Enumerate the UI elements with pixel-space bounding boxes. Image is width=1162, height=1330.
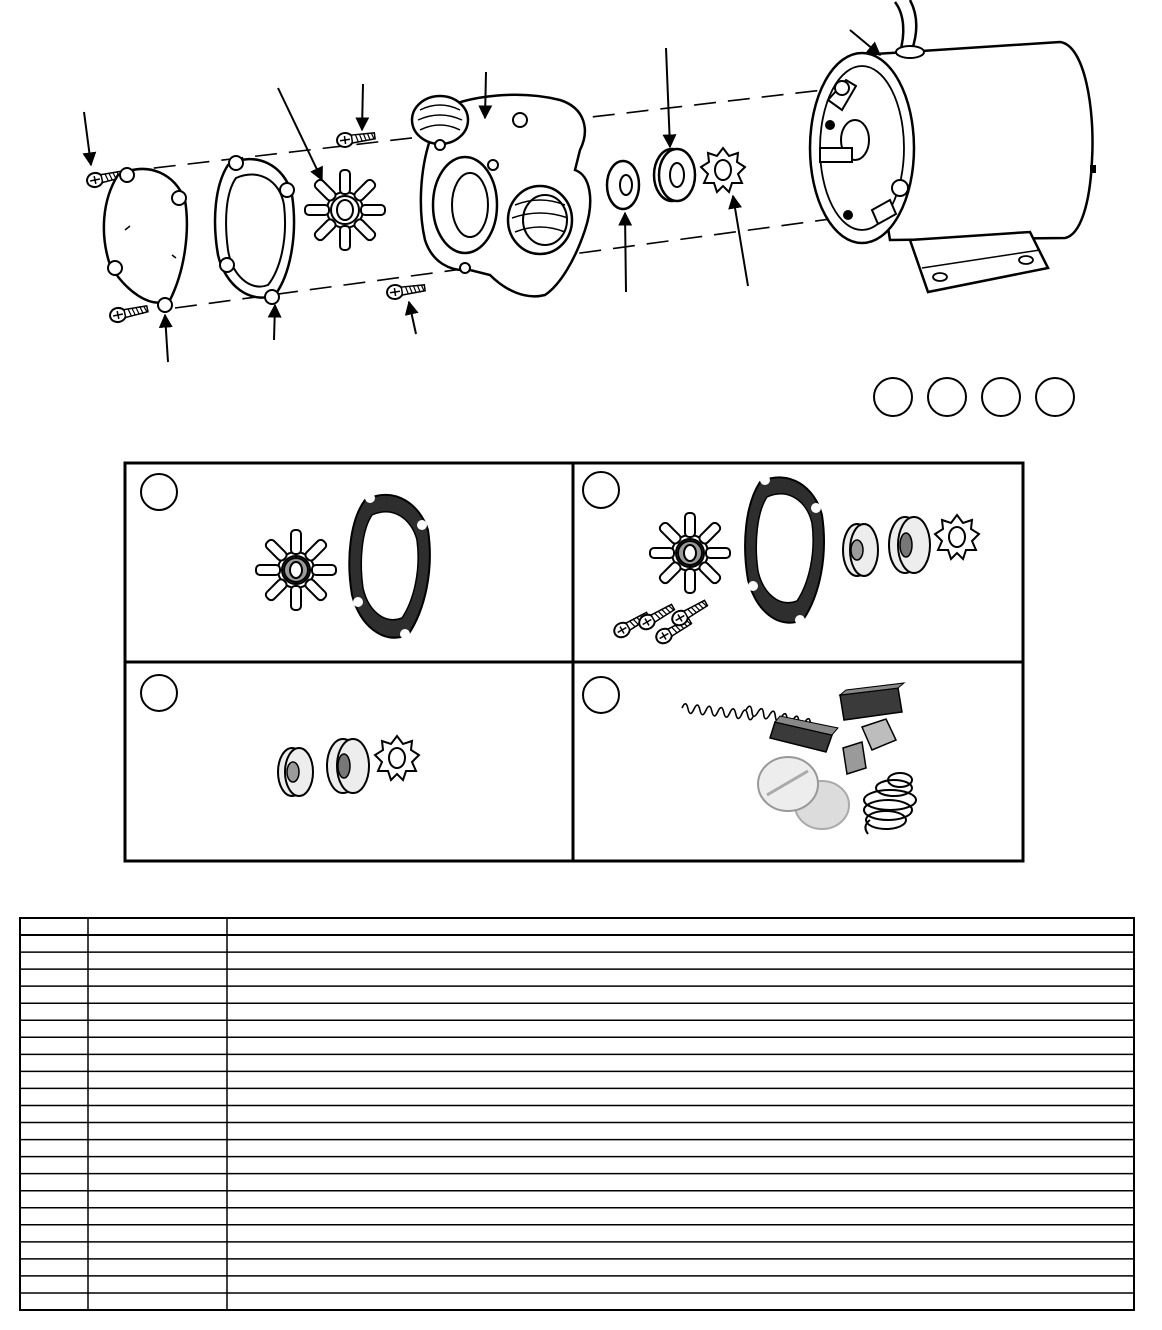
kit-panels: [125, 463, 1023, 861]
impeller-icon: [305, 170, 385, 250]
power-cord-icon: [895, 0, 924, 58]
end-plate-icon: [104, 168, 187, 312]
gasket-icon: [349, 493, 430, 639]
exploded-view: [84, 0, 1096, 416]
impeller-icon: [650, 513, 730, 593]
motor-icon: [810, 42, 1096, 292]
seal-washer-icon: [843, 524, 878, 576]
gasket-icon: [745, 475, 824, 625]
seal-washer-icon: [278, 748, 313, 796]
seal-washer-icon: [607, 161, 639, 209]
screw-icon: [386, 281, 426, 300]
impeller-icon: [256, 530, 336, 610]
gasket-icon: [215, 156, 294, 304]
slinger-icon: [701, 148, 745, 192]
seal-seat-icon: [889, 517, 930, 573]
kit-markers: [874, 378, 1074, 416]
screw-icon: [336, 129, 376, 148]
seal-seat-icon: [327, 739, 369, 793]
seal-seat-icon: [654, 149, 695, 201]
screw-icon: [109, 302, 149, 324]
parts-table: [20, 918, 1134, 1310]
pump-housing-icon: [412, 95, 590, 297]
